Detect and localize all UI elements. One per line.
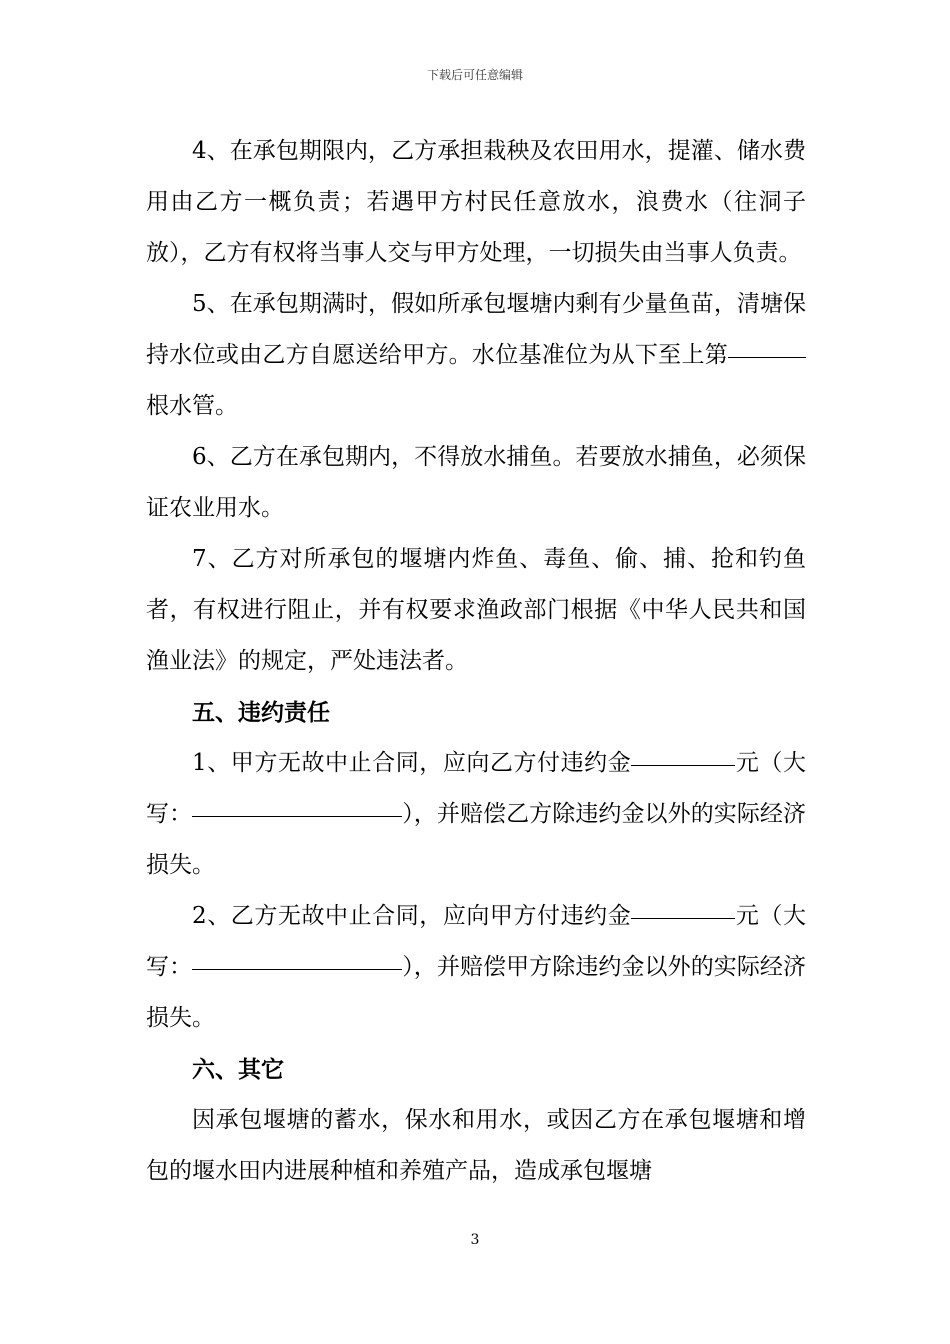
breach-item-1-text-b: 元（大写： [146, 750, 806, 827]
penalty-amount-blank-2[interactable] [631, 917, 735, 919]
breach-item-2-text-a: 2、乙方无故中止合同，应向甲方付违约金 [192, 903, 632, 929]
breach-item-2-text-c: ），并赔偿甲方除违约金以外的实际经济损失。 [146, 954, 807, 1031]
penalty-amount-blank-1[interactable] [631, 764, 735, 766]
breach-item-1 [146, 738, 806, 891]
clause-7: 7、乙方对所承包的堰塘内炸鱼、毒鱼、偷、捕、抢和钓鱼者，有权进行阻止，并有权要求渔政部门根据《中华人民共和国渔业法》的规定，严处违法者。 [146, 546, 806, 674]
section-6-heading: 六、其它 [192, 1056, 284, 1083]
page-number: 3 [470, 1232, 480, 1248]
breach-item-1-text-c: ），并赔偿乙方除违约金以外的实际经济损失。 [146, 801, 807, 878]
penalty-amount-words-blank-1[interactable] [192, 815, 402, 817]
header-note: 下载后可任意编辑 [426, 68, 523, 82]
clause-6: 6、乙方在承包期内，不得放水捕鱼。若要放水捕鱼，必须保证农业用水。 [146, 444, 806, 521]
clause-4: 4、在承包期限内，乙方承担栽秧及农田用水，提灌、储水费用由乙方一概负责；若遇甲方村民任意放水，浪费水（往洞子放），乙方有权将当事人交与甲方处理，一切损失由当事人负责。 [146, 138, 806, 266]
section-6-text: 因承包堰塘的蓄水，保水和用水，或因乙方在承包堰塘和增包的堰水田内进展种植和养殖产品，造成承包堰塘 [146, 1107, 806, 1184]
document-body [146, 126, 806, 1197]
water-pipe-number-blank[interactable] [728, 356, 806, 358]
penalty-amount-words-blank-2[interactable] [192, 968, 402, 970]
breach-item-2-text-b: 元（大写： [146, 903, 806, 980]
clause-5-text-before: 5、在承包期满时，假如所承包堰塘内剩有少量鱼苗，清塘保持水位或由乙方自愿送给甲方。水位基准位为从下至上第 [146, 291, 806, 368]
clause-5 [146, 279, 806, 432]
section-5-heading: 五、违约责任 [192, 699, 330, 726]
breach-item-2 [146, 891, 806, 1044]
clause-5-text-after: 根水管。 [146, 393, 238, 419]
breach-item-1-text-a: 1、甲方无故中止合同，应向乙方付违约金 [192, 750, 632, 776]
